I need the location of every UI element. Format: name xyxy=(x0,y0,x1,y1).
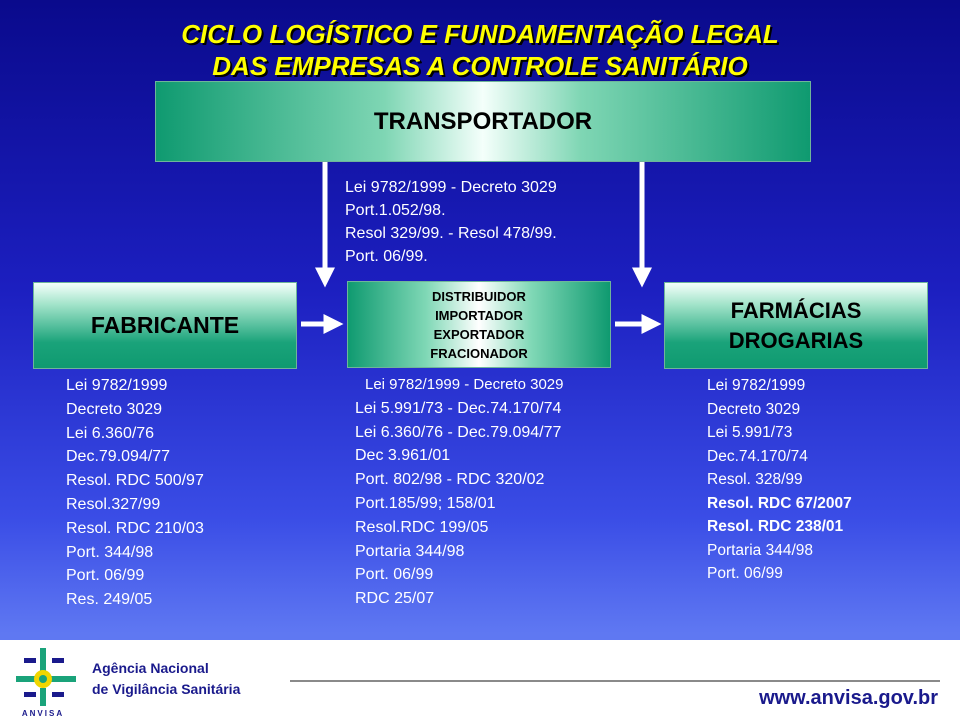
law-item: Resol. RDC 210/03 xyxy=(66,519,204,537)
law-item: Port. 802/98 - RDC 320/02 xyxy=(355,471,545,489)
website-link[interactable]: www.anvisa.gov.br xyxy=(759,687,938,709)
law-item: Portaria 344/98 xyxy=(355,542,465,560)
law-item: Resol.RDC 199/05 xyxy=(355,518,489,536)
law-item: Resol. RDC 238/01 xyxy=(707,518,844,535)
law-item: Resol. RDC 500/97 xyxy=(66,472,204,490)
law-item: Lei 9782/1999 xyxy=(66,377,168,394)
exportador-label: EXPORTADOR xyxy=(433,326,525,342)
law-item: Lei 9782/1999 - Decreto 3029 xyxy=(345,179,557,196)
agency-line-2: de Vigilância Sanitária xyxy=(92,681,241,697)
law-item: Lei 9782/1999 xyxy=(707,377,806,394)
footer-divider xyxy=(290,680,940,682)
distribuidor-label: DISTRIBUIDOR xyxy=(432,288,526,304)
law-item: Lei 9782/1999 - Decreto 3029 xyxy=(365,376,564,393)
fabricante-laws xyxy=(66,374,204,612)
logo-text: ANVISA xyxy=(21,709,65,718)
drogarias-label: DROGARIAS xyxy=(728,327,864,353)
law-item: Lei 5.991/73 xyxy=(707,424,793,441)
law-item: Port. 06/99 xyxy=(707,565,783,582)
distribuidor-laws xyxy=(355,373,563,611)
fabricante-box xyxy=(33,282,297,369)
law-item: Port.1.052/98. xyxy=(345,202,446,219)
law-item: Port. 06/99. xyxy=(345,248,428,265)
importador-label: IMPORTADOR xyxy=(435,307,523,323)
law-item: Lei 6.360/76 xyxy=(66,424,155,442)
anvisa-logo-icon xyxy=(10,646,82,718)
law-item: Portaria 344/98 xyxy=(707,541,813,559)
title-line-2: DAS EMPRESAS A CONTROLE SANITÁRIO xyxy=(212,51,748,81)
fabricante-label: FABRICANTE xyxy=(90,312,240,338)
farmacias-laws xyxy=(707,374,852,586)
law-item: Resol 329/99. - Resol 478/99. xyxy=(345,225,557,242)
law-item: Port. 06/99 xyxy=(355,566,434,584)
law-item: Resol. 328/99 xyxy=(707,471,803,488)
farmacias-label: FARMÁCIAS xyxy=(730,297,862,323)
law-item: Lei 5.991/73 - Dec.74.170/74 xyxy=(355,399,562,417)
law-item: Port.185/99; 158/01 xyxy=(355,494,496,512)
law-item: Resol. RDC 67/2007 xyxy=(707,494,852,512)
law-item: Lei 6.360/76 - Dec.79.094/77 xyxy=(355,423,562,441)
law-item: Dec.79.094/77 xyxy=(66,448,171,466)
title-line-1: CICLO LOGÍSTICO E FUNDAMENTAÇÃO LEGAL xyxy=(181,19,779,49)
law-item: Port. 344/98 xyxy=(66,543,154,561)
agency-name xyxy=(92,658,240,700)
law-item: Res. 249/05 xyxy=(66,591,153,609)
law-item: RDC 25/07 xyxy=(355,590,435,608)
transportador-label: TRANSPORTADOR xyxy=(373,107,593,135)
law-item: Decreto 3029 xyxy=(66,400,163,418)
agency-line-1: Agência Nacional xyxy=(92,660,209,676)
law-item: Dec.74.170/74 xyxy=(707,447,808,465)
law-item: Port. 06/99 xyxy=(66,567,145,585)
footer xyxy=(0,640,960,720)
law-item: Resol.327/99 xyxy=(66,495,161,513)
law-item: Dec 3.961/01 xyxy=(355,447,451,465)
law-item: Decreto 3029 xyxy=(707,400,801,418)
distribuidor-box xyxy=(347,281,611,368)
fracionador-label: FRACIONADOR xyxy=(430,345,528,361)
farmacias-box xyxy=(664,282,928,369)
